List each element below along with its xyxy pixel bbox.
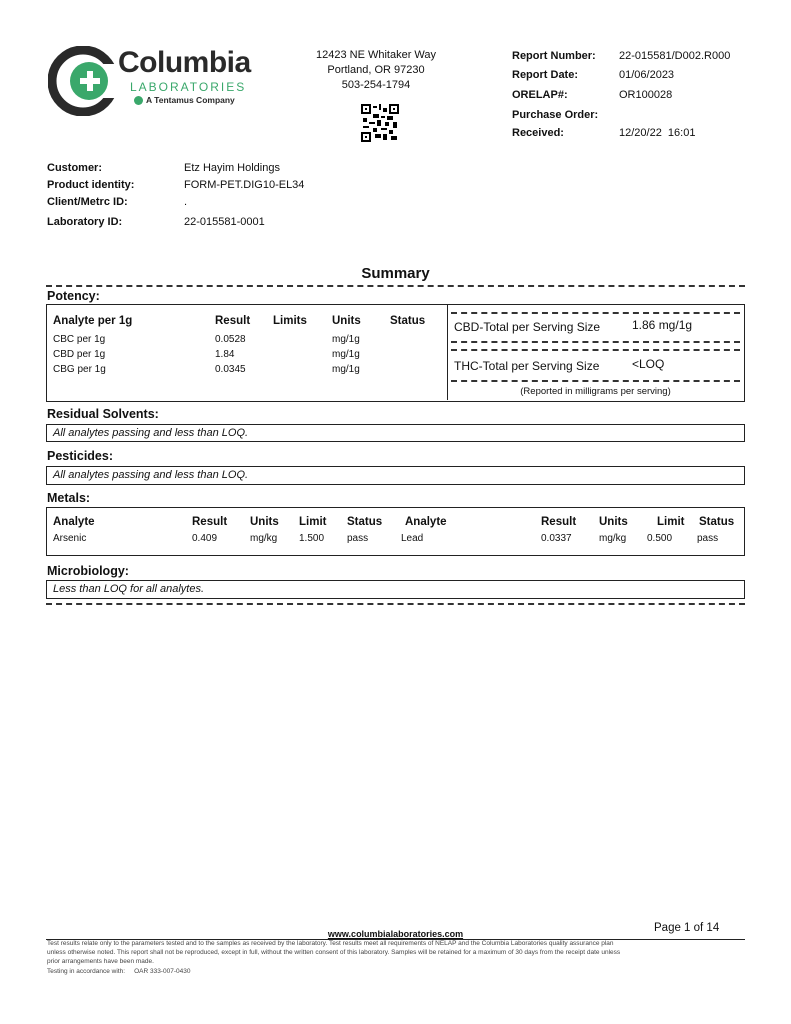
metals-title: Metals:: [47, 491, 91, 505]
pesticides-box: [46, 466, 745, 485]
lab-id-label: Laboratory ID:: [47, 216, 123, 228]
potency-row-analyte: CBG per 1g: [53, 364, 106, 375]
potency-box: [46, 304, 745, 402]
metal-result: 0.0337: [541, 533, 572, 544]
metal-result: 0.409: [192, 533, 218, 544]
company-logo: [48, 46, 253, 116]
potency-row-units: mg/1g: [332, 334, 360, 345]
logo-sub: LABORATORIES: [130, 80, 247, 94]
metals-header-result: Result: [541, 516, 577, 528]
potency-title: Potency:: [47, 289, 100, 303]
serving-note: (Reported in milligrams per serving): [520, 386, 671, 397]
report-number: 22-015581/D002.R000: [619, 50, 731, 62]
page-number: Page 1 of 14: [654, 922, 720, 934]
website: www.columbialaboratories.com: [327, 929, 464, 939]
product-identity-label: Product identity:: [47, 179, 135, 191]
microbiology-box: [46, 580, 745, 599]
metal-units: mg/kg: [250, 533, 278, 544]
cbd-total-label: CBD-Total per Serving Size: [454, 320, 601, 334]
metal-units: mg/kg: [599, 533, 627, 544]
cbd-total-value: 1.86 mg/1g: [632, 318, 693, 332]
residual-solvents-box: [46, 424, 745, 442]
serving-panel-divider: [447, 305, 448, 400]
thc-total-value: <LOQ: [632, 357, 665, 371]
lab-phone: 503-254-1794: [341, 79, 411, 91]
metal-analyte: Lead: [401, 533, 424, 544]
logo-tagline: A Tentamus Company: [146, 95, 235, 105]
potency-row-result: 0.0528: [215, 334, 246, 345]
testing-note: Testing in accordance with: OAR 333-007-0430: [47, 968, 191, 975]
client-id-label: Client/Metrc ID:: [47, 196, 128, 208]
disclaimer: unless otherwise noted. This report shall not be reproduced, except in full, without the written consent of this laboratory. Samples will be retained for a maximum of 30 days from the receipt date unless: [47, 949, 621, 956]
residual-solvents-title: Residual Solvents:: [47, 407, 159, 421]
potency-row-units: mg/1g: [332, 364, 360, 375]
metals-box: [46, 507, 745, 556]
logo-tagline-icon: [134, 96, 143, 105]
logo-name: Columbia: [118, 46, 251, 79]
metals-header-limit: Limit: [299, 516, 327, 528]
orelap-label: ORELAP#:: [512, 89, 568, 101]
metal-status: pass: [697, 533, 719, 544]
residual-solvents-text: All analytes passing and less than LOQ.: [53, 427, 249, 439]
potency-header-limits: Limits: [273, 315, 307, 327]
metals-header-status: Status: [699, 516, 735, 528]
lab-city: Portland, OR 97230: [327, 64, 425, 76]
microbiology-text: Less than LOQ for all analytes.: [53, 583, 205, 595]
received-label: Received:: [512, 127, 564, 139]
metals-header-units: Units: [250, 516, 279, 528]
potency-header-analyte: Analyte per 1g: [53, 315, 133, 327]
potency-row-units: mg/1g: [332, 349, 360, 360]
thc-total-label: THC-Total per Serving Size: [454, 359, 600, 373]
metals-header-result: Result: [192, 516, 228, 528]
potency-row-analyte: CBD per 1g: [53, 349, 106, 360]
customer-value: Etz Hayim Holdings: [184, 162, 280, 174]
disclaimer: Test results relate only to the parameters tested and to the samples as received by the laboratory. Test results meet all requirements of NELAP and the Columbia Laboratories quality assurance plan: [47, 940, 614, 947]
pesticides-title: Pesticides:: [47, 449, 114, 463]
divider: [46, 285, 745, 287]
serving-dash: [451, 380, 740, 382]
orelap-value: OR100028: [619, 89, 673, 101]
metals-header-units: Units: [599, 516, 628, 528]
report-date: 01/06/2023: [619, 69, 675, 81]
summary-title: Summary: [361, 265, 430, 282]
microbiology-title: Microbiology:: [47, 564, 129, 578]
potency-header-units: Units: [332, 315, 361, 327]
pesticides-text: All analytes passing and less than LOQ.: [53, 469, 249, 481]
report-number-label: Report Number:: [512, 50, 596, 62]
client-id-value: .: [184, 196, 188, 208]
potency-header-status: Status: [390, 315, 426, 327]
serving-dash: [451, 341, 740, 343]
metals-header-analyte: Analyte: [53, 516, 95, 528]
serving-dash: [451, 312, 740, 314]
potency-row-result: 1.84: [215, 349, 235, 360]
metals-header-limit: Limit: [657, 516, 685, 528]
lab-id-value: 22-015581-0001: [184, 216, 265, 228]
product-identity-value: FORM-PET.DIG10-EL34: [184, 179, 305, 191]
metals-header-analyte: Analyte: [405, 516, 447, 528]
metal-limit: 0.500: [647, 533, 673, 544]
customer-label: Customer:: [47, 162, 103, 174]
potency-header-result: Result: [215, 315, 251, 327]
metal-analyte: Arsenic: [53, 533, 87, 544]
metal-status: pass: [347, 533, 369, 544]
metal-limit: 1.500: [299, 533, 325, 544]
metals-header-status: Status: [347, 516, 383, 528]
potency-row-result: 0.0345: [215, 364, 246, 375]
qr-code-icon: [361, 104, 399, 142]
potency-row-analyte: CBC per 1g: [53, 334, 106, 345]
divider: [46, 603, 745, 605]
report-date-label: Report Date:: [512, 69, 579, 81]
serving-dash: [451, 349, 740, 351]
lab-street: 12423 NE Whitaker Way: [315, 49, 437, 61]
received-value: 12/20/22 16:01: [619, 127, 696, 139]
columbia-logo-icon: [48, 46, 118, 116]
disclaimer: prior arrangements have been made.: [47, 958, 154, 965]
purchase-order-label: Purchase Order:: [512, 109, 599, 121]
